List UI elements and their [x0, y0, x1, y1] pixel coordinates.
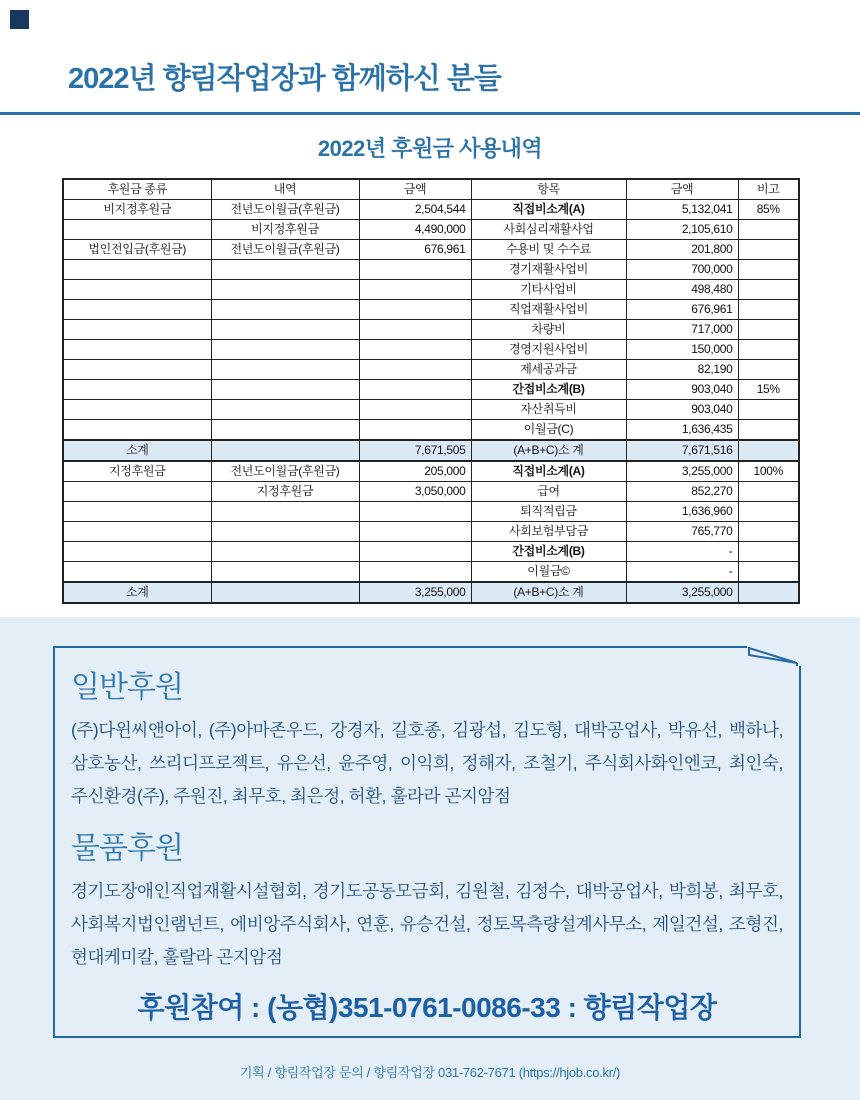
- table-row: [63, 461, 799, 482]
- table-cell: [738, 420, 799, 441]
- table-cell: [211, 320, 359, 340]
- table-cell: [211, 420, 359, 441]
- donation-account-line: 후원참여 : (농협)351-0761-0086-33 : 향림작업장: [137, 992, 717, 1023]
- table-row: [63, 300, 799, 320]
- table-cell: [738, 300, 799, 320]
- table-cell: 1,636,435: [626, 420, 738, 441]
- table-cell: 3,255,000: [626, 582, 738, 603]
- table-row: [63, 522, 799, 542]
- table-cell: 제세공과금: [471, 360, 626, 380]
- table-cell: [738, 340, 799, 360]
- table-cell: 5,132,041: [626, 200, 738, 220]
- table-cell: [738, 360, 799, 380]
- table-row: [63, 220, 799, 240]
- table-cell: 수용비 및 수수료: [471, 240, 626, 260]
- table-cell: [63, 562, 211, 583]
- table-cell: 전년도이월금(후원금): [211, 200, 359, 220]
- column-header: 금액: [626, 179, 738, 200]
- table-cell: [359, 542, 471, 562]
- table-cell: [738, 260, 799, 280]
- table-cell: [63, 542, 211, 562]
- table-cell: 사회보험부담금: [471, 522, 626, 542]
- table-cell: 급여: [471, 482, 626, 502]
- table-cell: [211, 340, 359, 360]
- table-cell: [211, 542, 359, 562]
- table-cell: 676,961: [359, 240, 471, 260]
- footer-text: 기획 / 향림작업장 문의 / 향림작업장 031-762-7671 (https://hjob.co.kr/): [239, 1065, 621, 1080]
- table-cell: [63, 360, 211, 380]
- table-cell: [738, 440, 799, 461]
- table-cell: 3,255,000: [359, 582, 471, 603]
- table-cell: 비지정후원금: [211, 220, 359, 240]
- table-row: [63, 482, 799, 502]
- table-cell: [211, 440, 359, 461]
- column-header: 후원금 종류: [63, 179, 211, 200]
- table-cell: [738, 522, 799, 542]
- table-cell: 2,105,610: [626, 220, 738, 240]
- table-cell: [211, 300, 359, 320]
- table-cell: 85%: [738, 200, 799, 220]
- general-donors-list: (주)다윈씨앤아이, (주)아마존우드, 강경자, 길호종, 김광섭, 김도형, 대박공업사, 박유선, 백하나, 삼호농산, 쓰리디프로젝트, 유은선, 윤주영, 이익희, 정해자, 조철기, 주식회사화인엔코, 최인숙, 주신환경(주), 주원진, 최무호, 최은정, 허환, 훌라라 곤지암점: [71, 720, 783, 806]
- general-donors-heading: 일반후원: [71, 671, 183, 704]
- table-cell: 676,961: [626, 300, 738, 320]
- table-row: [63, 502, 799, 522]
- table-cell: [359, 420, 471, 441]
- table-header-row: [63, 179, 799, 200]
- table-cell: 직접비소계(A): [471, 461, 626, 482]
- table-cell: [738, 562, 799, 583]
- table-cell: -: [626, 542, 738, 562]
- table-cell: [738, 482, 799, 502]
- table-cell: 소계: [63, 582, 211, 603]
- table-cell: [63, 280, 211, 300]
- table-cell: 4,490,000: [359, 220, 471, 240]
- table-cell: [738, 240, 799, 260]
- table-cell: -: [626, 562, 738, 583]
- table-cell: [359, 340, 471, 360]
- table-row: [63, 562, 799, 583]
- table-cell: 차량비: [471, 320, 626, 340]
- page-title: 2022년 향림작업장과 함께하신 분들: [68, 63, 501, 95]
- table-cell: [63, 300, 211, 320]
- table-row: [63, 420, 799, 441]
- table-cell: 전년도이월금(후원금): [211, 461, 359, 482]
- table-cell: [211, 280, 359, 300]
- table-cell: 903,040: [626, 400, 738, 420]
- table-cell: 직접비소계(A): [471, 200, 626, 220]
- table-cell: [63, 220, 211, 240]
- table-cell: 이월금(C): [471, 420, 626, 441]
- table-cell: 이월금©: [471, 562, 626, 583]
- table-cell: (A+B+C)소 계: [471, 582, 626, 603]
- table-cell: [359, 300, 471, 320]
- table-cell: [211, 582, 359, 603]
- table-cell: [63, 420, 211, 441]
- table-cell: [359, 320, 471, 340]
- table-cell: 직업재활사업비: [471, 300, 626, 320]
- column-header: 내역: [211, 179, 359, 200]
- table-cell: 201,800: [626, 240, 738, 260]
- table-row: [63, 542, 799, 562]
- table-cell: 3,050,000: [359, 482, 471, 502]
- table-cell: [211, 502, 359, 522]
- donors-band: [0, 617, 860, 1100]
- table-cell: [63, 482, 211, 502]
- table-cell: [738, 582, 799, 603]
- table-cell: 소계: [63, 440, 211, 461]
- table-cell: [63, 400, 211, 420]
- column-header: 항목: [471, 179, 626, 200]
- table-cell: 사회심리재활사업: [471, 220, 626, 240]
- table-row: [63, 340, 799, 360]
- goods-donors-heading: 물품후원: [71, 832, 183, 865]
- table-cell: 150,000: [626, 340, 738, 360]
- table-cell: [63, 260, 211, 280]
- table-row: [63, 280, 799, 300]
- table-cell: (A+B+C)소 계: [471, 440, 626, 461]
- table-cell: [211, 400, 359, 420]
- table-cell: [359, 260, 471, 280]
- table-cell: 지정후원금: [211, 482, 359, 502]
- table-cell: [359, 380, 471, 400]
- table-cell: [738, 400, 799, 420]
- table-cell: 법인전입금(후원금): [63, 240, 211, 260]
- table-cell: [359, 522, 471, 542]
- donors-note-box: [53, 646, 801, 1038]
- table-cell: 7,671,516: [626, 440, 738, 461]
- table-cell: 852,270: [626, 482, 738, 502]
- column-header: 비고: [738, 179, 799, 200]
- title-divider: [0, 112, 860, 115]
- table-cell: 7,671,505: [359, 440, 471, 461]
- table-cell: 903,040: [626, 380, 738, 400]
- table-cell: 전년도이월금(후원금): [211, 240, 359, 260]
- table-cell: [63, 522, 211, 542]
- table-cell: [359, 360, 471, 380]
- table-row: [63, 380, 799, 400]
- table-cell: 간접비소계(B): [471, 380, 626, 400]
- table-cell: 자산취득비: [471, 400, 626, 420]
- table-cell: [211, 522, 359, 542]
- table-cell: [63, 380, 211, 400]
- table-cell: 765,770: [626, 522, 738, 542]
- table-cell: 100%: [738, 461, 799, 482]
- table-title: 2022년 후원금 사용내역: [317, 136, 543, 161]
- table-cell: [738, 220, 799, 240]
- table-cell: 기타사업비: [471, 280, 626, 300]
- table-cell: [211, 360, 359, 380]
- table-cell: 3,255,000: [626, 461, 738, 482]
- table-row: [63, 360, 799, 380]
- table-row: [63, 320, 799, 340]
- column-header: 금액: [359, 179, 471, 200]
- table-cell: 간접비소계(B): [471, 542, 626, 562]
- table-cell: 15%: [738, 380, 799, 400]
- table-cell: 82,190: [626, 360, 738, 380]
- table-cell: [359, 562, 471, 583]
- folded-corner-icon: [747, 646, 801, 666]
- table-cell: 2,504,544: [359, 200, 471, 220]
- donation-usage-table: [62, 178, 800, 604]
- table-cell: [738, 502, 799, 522]
- table-cell: 717,000: [626, 320, 738, 340]
- table-cell: [63, 320, 211, 340]
- goods-donors-list: 경기도장애인직업재활시설협회, 경기도공동모금회, 김원철, 김정수, 대박공업사, 박희봉, 최무호, 사회복지법인램넌트, 에비앙주식회사, 연훈, 유승건설, 정토목측량설계사무소, 제일건설, 조형진, 현대케미칼, 훌랄라 곤지암점: [71, 881, 783, 967]
- table-cell: [63, 340, 211, 360]
- table-cell: [738, 320, 799, 340]
- table-cell: 비지정후원금: [63, 200, 211, 220]
- table-row: [63, 582, 799, 603]
- table-cell: 700,000: [626, 260, 738, 280]
- table-row: [63, 240, 799, 260]
- table-row: [63, 440, 799, 461]
- table-row: [63, 260, 799, 280]
- table-cell: [738, 280, 799, 300]
- table-row: [63, 200, 799, 220]
- table-cell: [359, 502, 471, 522]
- table-cell: 205,000: [359, 461, 471, 482]
- table-cell: [211, 380, 359, 400]
- table-cell: [211, 562, 359, 583]
- table-cell: [359, 280, 471, 300]
- table-cell: 498,480: [626, 280, 738, 300]
- table-cell: 경영지원사업비: [471, 340, 626, 360]
- table-cell: [63, 502, 211, 522]
- table-cell: [359, 400, 471, 420]
- table-row: [63, 400, 799, 420]
- table-cell: 경기재활사업비: [471, 260, 626, 280]
- corner-square-decoration: [10, 10, 29, 29]
- table-cell: 지정후원금: [63, 461, 211, 482]
- table-cell: 1,636,960: [626, 502, 738, 522]
- table-cell: [738, 542, 799, 562]
- table-cell: 퇴직적립금: [471, 502, 626, 522]
- table-cell: [211, 260, 359, 280]
